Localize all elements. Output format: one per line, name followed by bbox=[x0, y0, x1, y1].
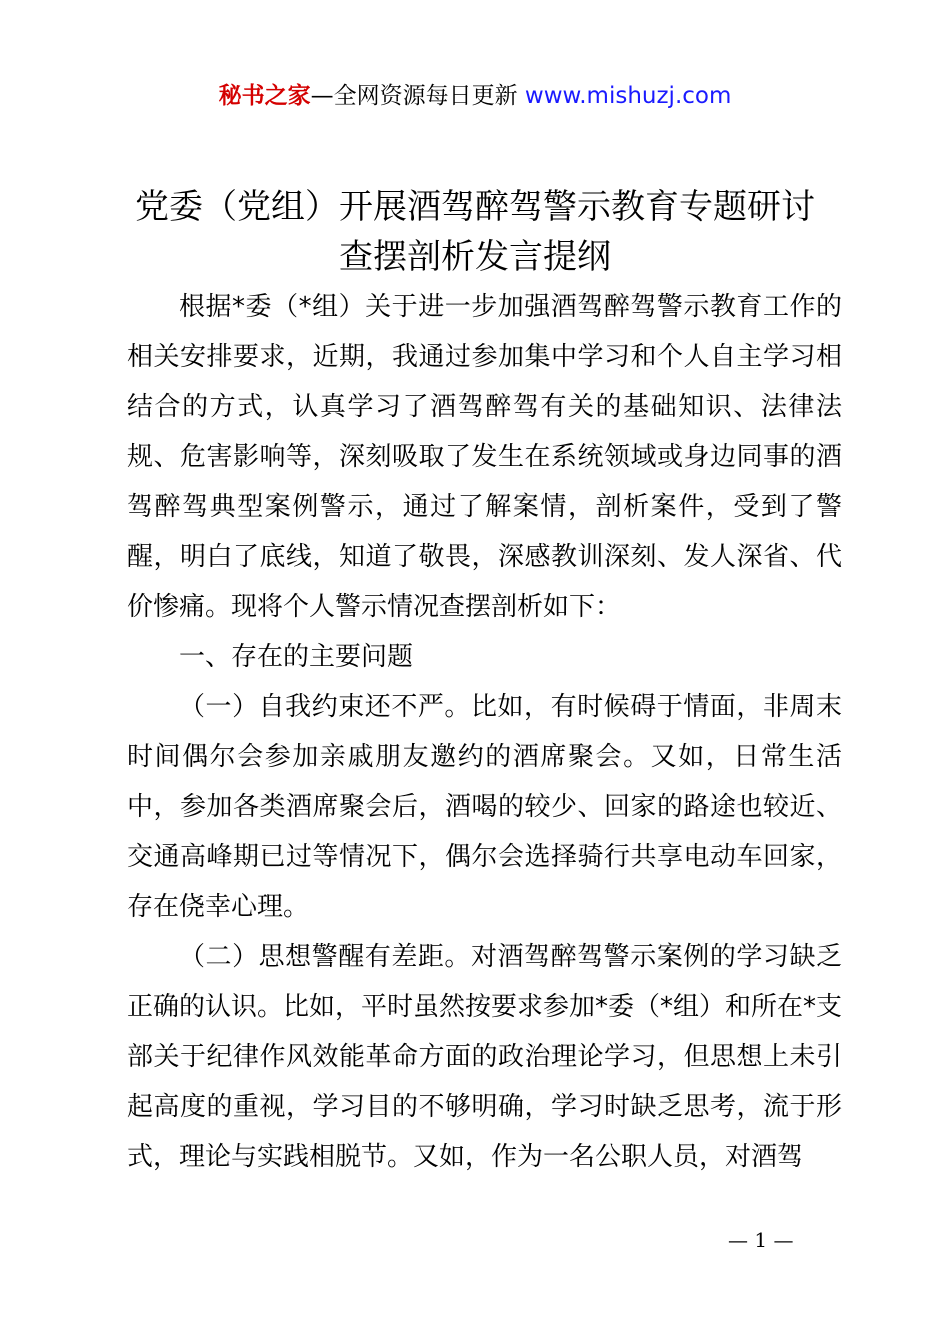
issue-paragraph-2: （二）思想警醒有差距。对酒驾醉驾警示案例的学习缺乏正确的认识。比如，平时虽然按要求参加*委（*组）和所在*支部关于纪律作风效能革命方面的政治理论学习，但思想上未引起高度的重视，学习目的不够明确，学习时缺乏思考，流于形式，理论与实践相脱节。又如，作为一名公职人员，对酒驾 bbox=[127, 942, 843, 1172]
document-title-line-1: 党委（党组）开展酒驾醉驾警示教育专题研讨 bbox=[135, 187, 815, 227]
site-tagline: —全网资源每日更新 bbox=[310, 83, 525, 109]
page-number: — 1 — bbox=[728, 1228, 794, 1252]
issue-paragraph-1: （一）自我约束还不严。比如，有时候碍于情面，非周末时间偶尔会参加亲戚朋友邀约的酒席聚会。又如，日常生活中，参加各类酒席聚会后，酒喝的较少、回家的路途也较近、交通高峰期已过等情况下，偶尔会选择骑行共享电动车回家，存在侥幸心理。 bbox=[127, 692, 842, 922]
document-body bbox=[127, 282, 842, 1182]
section-heading: 一、存在的主要问题 bbox=[179, 642, 414, 672]
document-title-line-2: 查摆剖析发言提纲 bbox=[339, 237, 611, 277]
site-header bbox=[0, 80, 950, 112]
document-title bbox=[0, 182, 950, 282]
intro-paragraph: 根据*委（*组）关于进一步加强酒驾醉驾警示教育工作的相关安排要求，近期，我通过参加集中学习和个人自主学习相结合的方式，认真学习了酒驾醉驾有关的基础知识、法律法规、危害影响等，深刻吸取了发生在系统领域或身边同事的酒驾醉驾典型案例警示，通过了解案情，剖析案件，受到了警醒，明白了底线，知道了敬畏，深感教训深刻、发人深省、代价惨痛。现将个人警示情况查摆剖析如下： bbox=[127, 292, 842, 622]
site-url-link[interactable]: www.mishuzj.com bbox=[524, 83, 732, 109]
site-brand: 秘书之家 bbox=[218, 83, 311, 109]
